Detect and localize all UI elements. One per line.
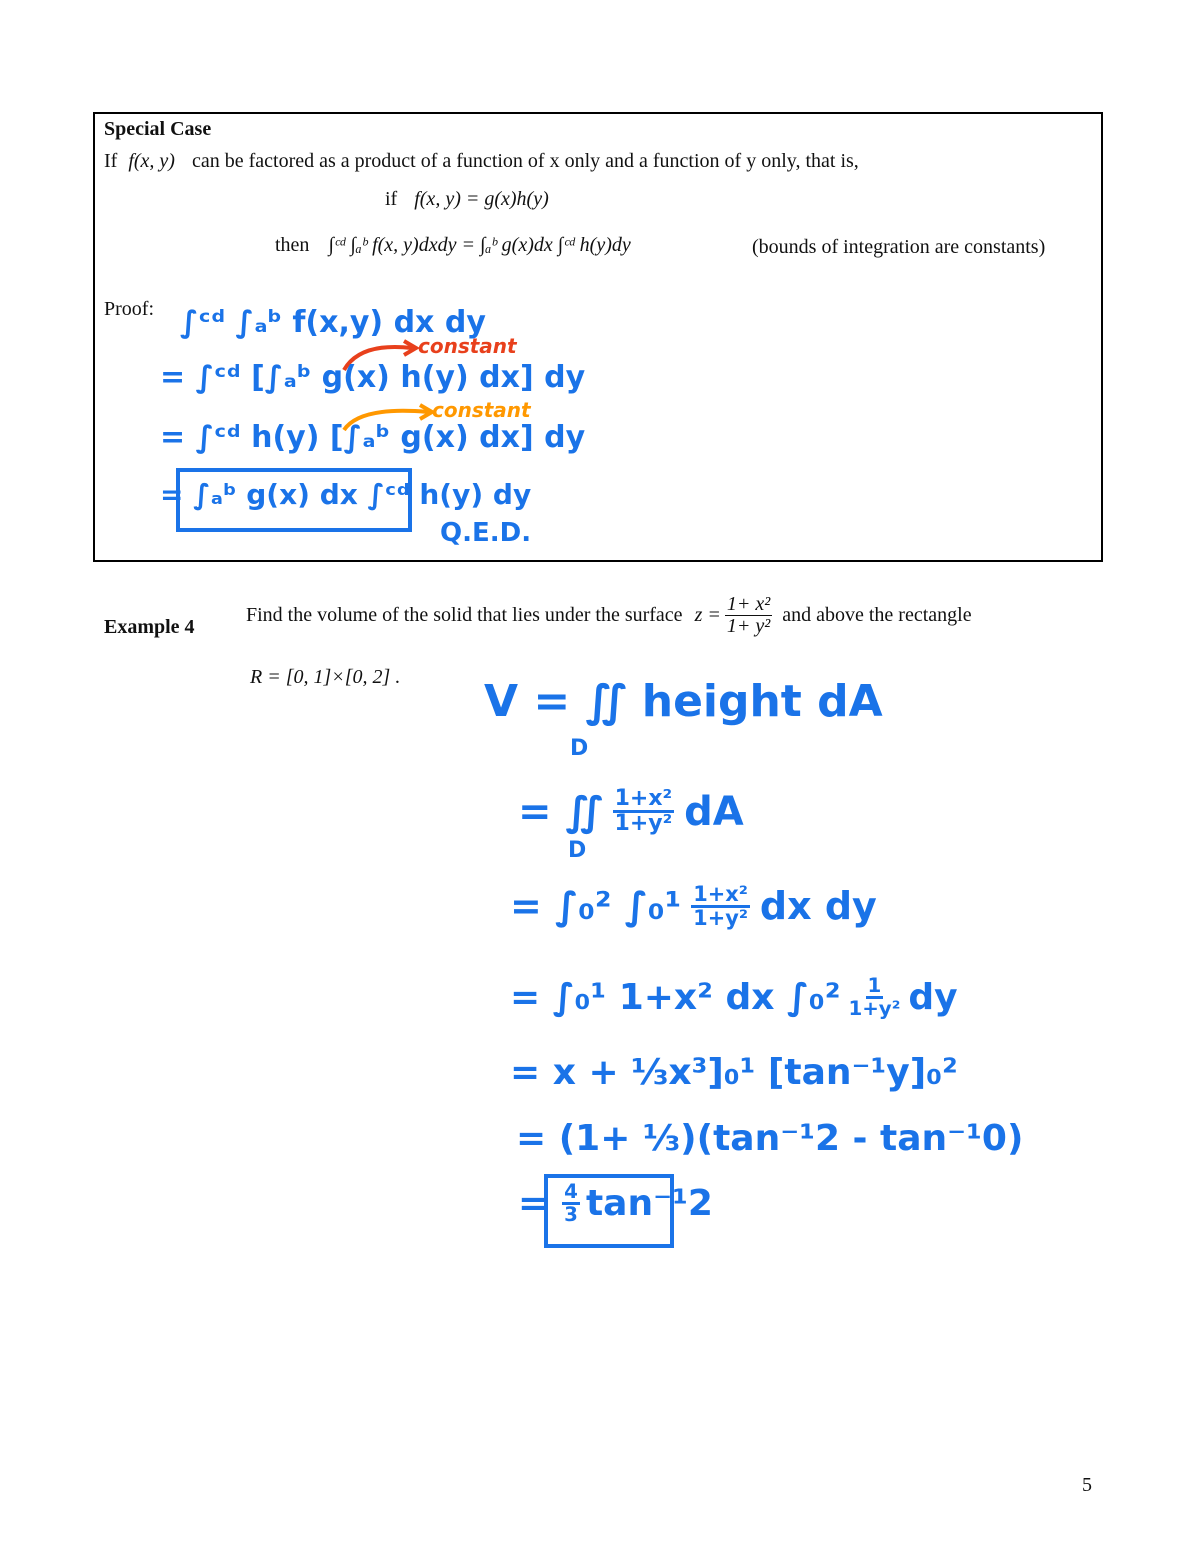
step2-prefix: = ∬ xyxy=(518,788,603,835)
z-fraction xyxy=(725,594,772,637)
solution-step-4 xyxy=(510,976,958,1019)
solution-step-1: V = ∬ height dA xyxy=(484,676,883,727)
special-case-heading: Special Case xyxy=(104,118,212,140)
z-lhs: z = xyxy=(694,604,721,626)
step2-suffix: dA xyxy=(684,788,744,835)
step2-fraction xyxy=(613,788,675,835)
solution-step-3 xyxy=(510,884,877,929)
z-denominator: 1+ y² xyxy=(726,615,771,637)
step2-num: 1+x² xyxy=(614,786,673,811)
if-line xyxy=(385,188,549,211)
then-label: then xyxy=(275,234,310,256)
then-line xyxy=(275,234,631,257)
proof-step-4: = ∫ₐᵇ g(x) dx ∫ᶜᵈ h(y) dy xyxy=(160,478,532,511)
step7-prefix: = xyxy=(518,1182,549,1224)
solution-step-1-sub: D xyxy=(570,736,589,761)
step7-num: 4 xyxy=(564,1180,578,1203)
rectangle-def: R = [0, 1]×[0, 2] . xyxy=(250,666,401,688)
then-formula: ∫ᶜᵈ ∫ₐᵇ f(x, y)dxdy = ∫ₐᵇ g(x)dx ∫ᶜᵈ h(y)dy xyxy=(328,234,631,256)
page-number: 5 xyxy=(1082,1474,1092,1496)
example-text-after: and above the rectangle xyxy=(782,604,972,626)
example-text-before: Find the volume of the solid that lies under the surface xyxy=(246,604,683,626)
step2-den: 1+y² xyxy=(614,811,673,836)
qed: Q.E.D. xyxy=(440,518,532,548)
if-formula: f(x, y) = g(x)h(y) xyxy=(414,188,549,210)
proof-note-constant-2: constant xyxy=(432,398,531,422)
step4-den: 1+y² xyxy=(848,996,901,1020)
solution-step-7 xyxy=(518,1182,713,1225)
step4-num: 1 xyxy=(867,974,882,997)
special-case-line1 xyxy=(104,150,859,173)
step4-fraction xyxy=(848,976,900,1019)
step3-den: 1+y² xyxy=(693,905,748,930)
func-fxy: f(x, y) xyxy=(128,150,175,172)
example-label: Example 4 xyxy=(104,616,195,638)
proof-step-3: = ∫ᶜᵈ h(y) [∫ₐᵇ g(x) dx] dy xyxy=(160,420,586,455)
solution-step-2-sub: D xyxy=(568,838,587,863)
step7-den: 3 xyxy=(564,1202,578,1226)
step4-a: = ∫₀¹ 1+x² dx ∫₀² xyxy=(510,976,841,1018)
if-prefix: If xyxy=(104,150,118,172)
solution-step-5: = x + ⅓x³]₀¹ [tan⁻¹y]₀² xyxy=(510,1052,958,1093)
proof-note-constant-1: constant xyxy=(418,334,517,358)
step4-b: dy xyxy=(908,976,958,1018)
step3-num: 1+x² xyxy=(693,882,748,906)
step7-fraction xyxy=(562,1182,580,1225)
step3-fraction xyxy=(691,884,750,929)
proof-step-1: ∫ᶜᵈ ∫ₐᵇ f(x,y) dx dy xyxy=(180,305,486,340)
z-numerator: 1+ x² xyxy=(726,593,771,615)
solution-step-6: = (1+ ⅓)(tan⁻¹2 - tan⁻¹0) xyxy=(516,1118,1024,1159)
example-statement xyxy=(246,594,972,637)
step3-prefix: = ∫₀² ∫₀¹ xyxy=(510,884,682,929)
proof-step-2: = ∫ᶜᵈ [∫ₐᵇ g(x) h(y) dx] dy xyxy=(160,360,586,395)
step7-suffix: tan⁻¹2 xyxy=(585,1182,713,1224)
proof-label: Proof: xyxy=(104,298,154,320)
bounds-note: (bounds of integration are constants) xyxy=(752,236,1046,258)
if-label: if xyxy=(385,188,398,210)
solution-step-2 xyxy=(518,788,744,835)
step3-suffix: dx dy xyxy=(759,884,877,929)
line1-text: can be factored as a product of a function of x only and a function of y only, that is, xyxy=(191,150,859,172)
